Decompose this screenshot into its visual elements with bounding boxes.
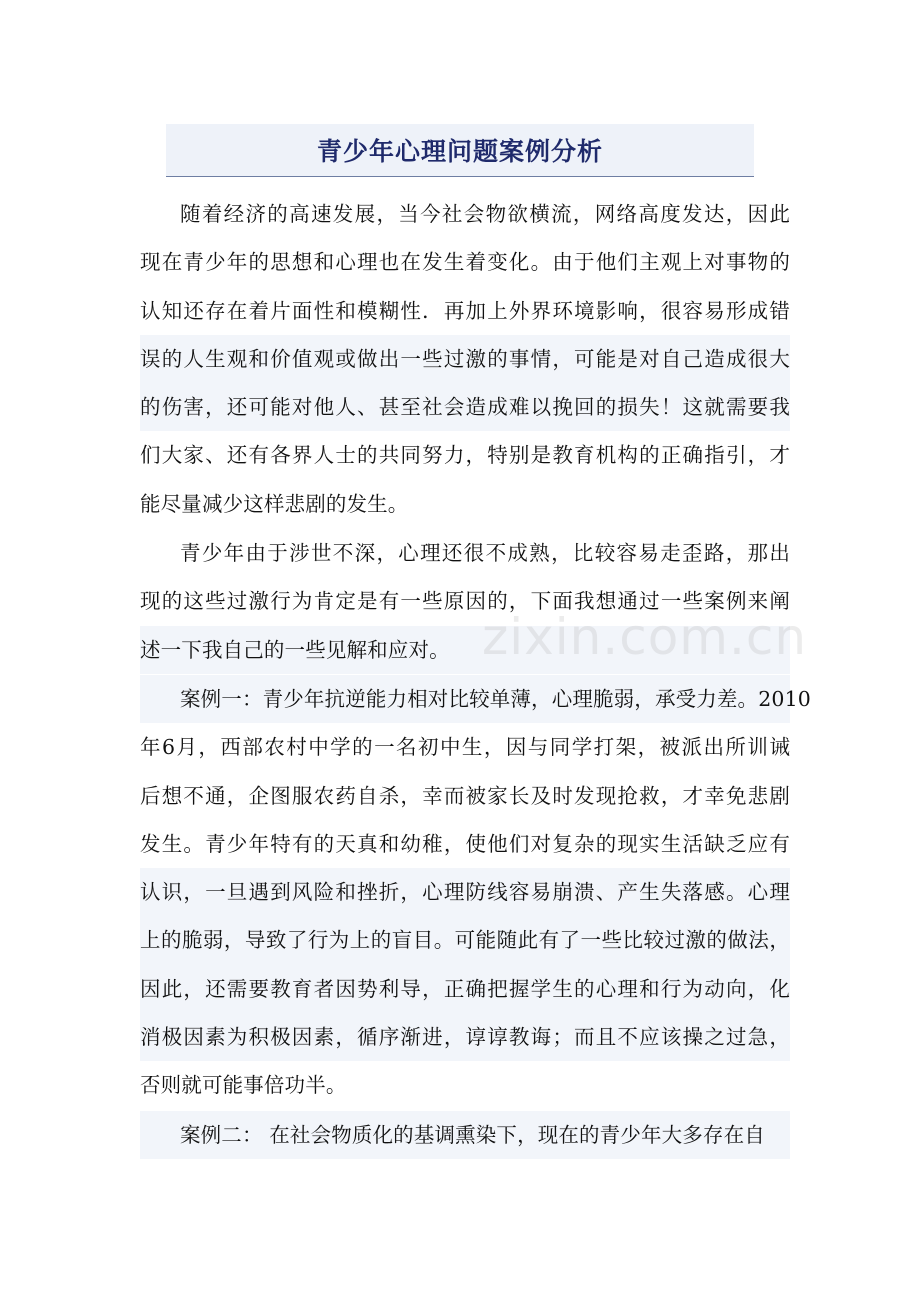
paragraph-line: 上的脆弱，导致了行为上的盲目。可能随此有了一些比较过激的做法， [140,916,790,964]
paragraph-line: 的伤害，还可能对他人、甚至社会造成难以挽回的损失！这就需要我 [140,383,790,431]
title-banner [166,124,754,177]
watermark: zixin.com.cn [482,608,808,666]
document-title: 青少年心理问题案例分析 [316,137,603,166]
paragraph-line: 发生。青少年特有的天真和幼稚，使他们对复杂的现实生活缺乏应有 [140,831,790,856]
paragraph-line: 能尽量减少这样悲剧的发生。 [140,491,409,516]
paragraph-line: 案例一：青少年抗逆能力相对比较单薄，心理脆弱，承受力差。2010 [140,675,790,723]
paragraph-line: 消极因素为积极因素，循序渐进，谆谆教诲；而且不应该操之过急， [140,1013,790,1061]
paragraph-line: 误的人生观和价值观或做出一些过激的事情，可能是对自己造成很大 [140,335,790,383]
paragraph-line: 因此，还需要教育者因势利导，正确把握学生的心理和行为动向，化 [140,965,790,1013]
paragraph [140,190,790,528]
paragraph-line: 认知还存在着片面性和模糊性．再加上外界环境影响，很容易形成错 [140,298,790,323]
paragraph-line: 否则就可能事倍功半。 [140,1073,347,1098]
paragraph-line: 后想不通，企图服农药自杀，幸而被家长及时发现抢救，才幸免悲剧 [140,783,790,808]
paragraph [140,529,790,674]
paragraph-line: 青少年由于涉世不深，心理还很不成熟，比较容易走歪路，那出 [180,541,790,566]
paragraph-line: 现的这些过激行为肯定是有一些原因的，下面我想通过一些案例来阐 [140,589,790,614]
document-body [140,190,811,1160]
paragraph-line: 年6月，西部农村中学的一名初中生，因与同学打架，被派出所训诫 [140,735,790,760]
paragraph-line: 述一下我自己的一些见解和应对。 [140,626,790,674]
paragraph-line: 随着经济的高速发展，当今社会物欲横流，网络高度发达，因此 [180,202,790,226]
paragraph-line: 现在青少年的思想和心理也在发生着变化。由于他们主观上对事物的 [140,250,790,275]
paragraph [140,675,811,1110]
paragraph-line: 们大家、还有各界人士的共同努力，特别是教育机构的正确指引，才 [140,443,790,468]
paragraph-line: 认识，一旦遇到风险和挫折，心理防线容易崩溃、产生失落感。心理 [140,868,790,916]
paragraph-line: 案例二： 在社会物质化的基调熏染下，现在的青少年大多存在自 [140,1111,790,1159]
paragraph [140,1111,790,1159]
